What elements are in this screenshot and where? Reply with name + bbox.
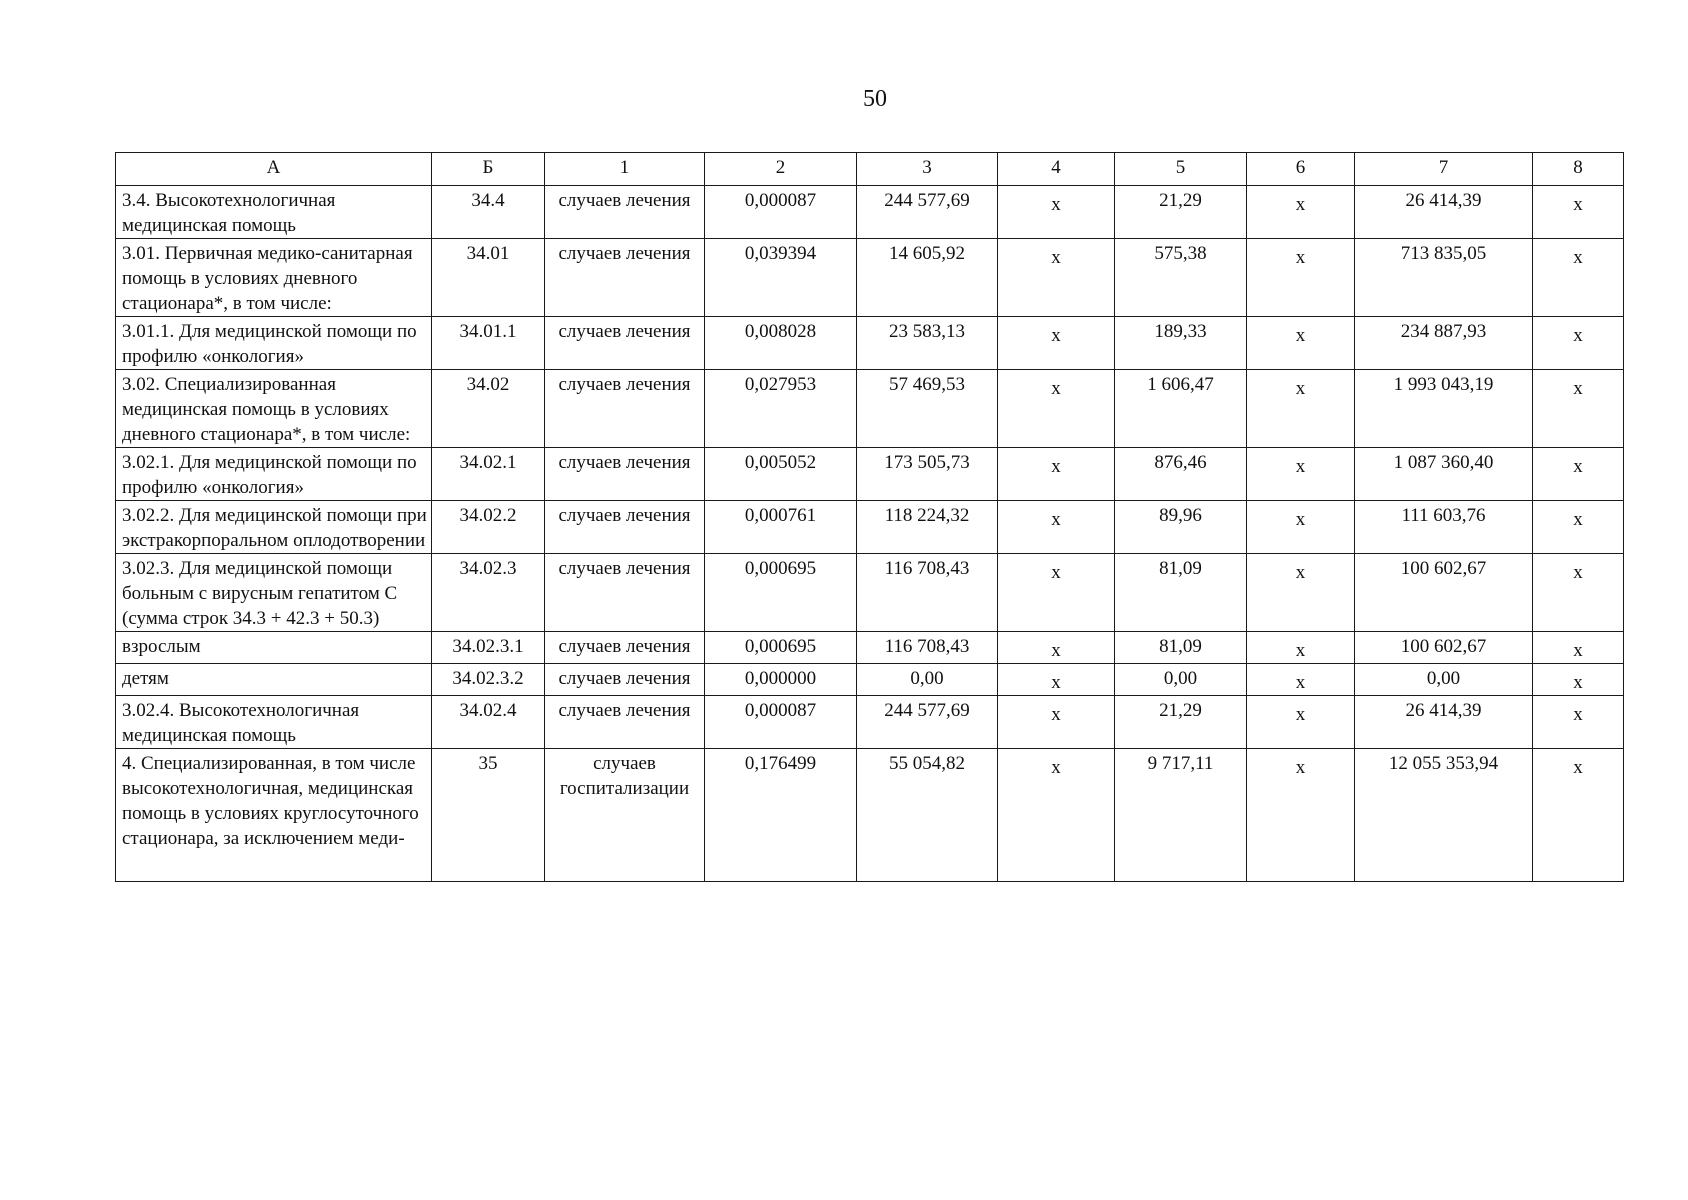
table-row: [116, 554, 1624, 632]
value-cell: х: [1533, 239, 1624, 317]
value-cell: х: [998, 664, 1115, 696]
header-cell: 5: [1115, 153, 1247, 186]
value-cell: х: [1533, 448, 1624, 501]
row-code-cell: 34.02.1: [432, 448, 545, 501]
value-cell: 57 469,53: [857, 370, 998, 448]
value-cell: х: [998, 749, 1115, 882]
table-row: [116, 448, 1624, 501]
header-cell: 2: [705, 153, 857, 186]
value-cell: 0,00: [1115, 664, 1247, 696]
header-cell: 7: [1355, 153, 1533, 186]
row-code-cell: 34.4: [432, 186, 545, 239]
value-cell: х: [998, 632, 1115, 664]
row-code-cell: 34.01: [432, 239, 545, 317]
value-cell: х: [1247, 501, 1355, 554]
unit-cell: случаев лечения: [545, 239, 705, 317]
value-cell: х: [1247, 554, 1355, 632]
value-cell: 0,000000: [705, 664, 857, 696]
value-cell: х: [998, 554, 1115, 632]
value-cell: х: [1247, 749, 1355, 882]
value-cell: 234 887,93: [1355, 317, 1533, 370]
value-cell: 0,176499: [705, 749, 857, 882]
row-label-cell: взрослым: [116, 632, 432, 664]
value-cell: 100 602,67: [1355, 632, 1533, 664]
value-cell: 0,000695: [705, 632, 857, 664]
value-cell: х: [1533, 317, 1624, 370]
value-cell: х: [1247, 664, 1355, 696]
header-cell: 1: [545, 153, 705, 186]
value-cell: 713 835,05: [1355, 239, 1533, 317]
value-cell: х: [998, 370, 1115, 448]
value-cell: 26 414,39: [1355, 186, 1533, 239]
value-cell: 116 708,43: [857, 632, 998, 664]
value-cell: х: [1533, 554, 1624, 632]
value-cell: 21,29: [1115, 186, 1247, 239]
value-cell: 0,008028: [705, 317, 857, 370]
value-cell: 55 054,82: [857, 749, 998, 882]
header-cell: 4: [998, 153, 1115, 186]
header-cell: 6: [1247, 153, 1355, 186]
value-cell: 876,46: [1115, 448, 1247, 501]
header-cell: Б: [432, 153, 545, 186]
value-cell: 1 993 043,19: [1355, 370, 1533, 448]
unit-cell: случаев лечения: [545, 448, 705, 501]
page-number: 50: [863, 86, 887, 112]
value-cell: 244 577,69: [857, 186, 998, 239]
row-label-cell: 3.02.4. Высокотехнологичная медицинская помощь: [116, 696, 432, 749]
data-table: [115, 152, 1624, 882]
row-code-cell: 34.02.3.2: [432, 664, 545, 696]
row-code-cell: 34.02: [432, 370, 545, 448]
value-cell: х: [1533, 501, 1624, 554]
unit-cell: случаев лечения: [545, 317, 705, 370]
value-cell: 0,039394: [705, 239, 857, 317]
value-cell: 111 603,76: [1355, 501, 1533, 554]
value-cell: 189,33: [1115, 317, 1247, 370]
value-cell: 14 605,92: [857, 239, 998, 317]
value-cell: 1 087 360,40: [1355, 448, 1533, 501]
table-row: [116, 501, 1624, 554]
row-label-cell: 3.01. Первичная медико-санитарная помощь в условиях дневного стационара*, в том числе:: [116, 239, 432, 317]
value-cell: 1 606,47: [1115, 370, 1247, 448]
value-cell: 118 224,32: [857, 501, 998, 554]
value-cell: 0,000087: [705, 186, 857, 239]
row-code-cell: 34.02.2: [432, 501, 545, 554]
value-cell: 116 708,43: [857, 554, 998, 632]
unit-cell: случаев лечения: [545, 554, 705, 632]
table-body: [116, 186, 1624, 882]
unit-cell: случаев госпитализации: [545, 749, 705, 882]
value-cell: 26 414,39: [1355, 696, 1533, 749]
value-cell: х: [1533, 186, 1624, 239]
value-cell: 173 505,73: [857, 448, 998, 501]
row-code-cell: 35: [432, 749, 545, 882]
table-row: [116, 186, 1624, 239]
header-row: [116, 153, 1624, 186]
value-cell: 81,09: [1115, 632, 1247, 664]
value-cell: х: [1533, 696, 1624, 749]
value-cell: 0,027953: [705, 370, 857, 448]
unit-cell: случаев лечения: [545, 370, 705, 448]
row-label-cell: 3.01.1. Для медицинской помощи по профилю «онкология»: [116, 317, 432, 370]
header-cell: 8: [1533, 153, 1624, 186]
table-row: [116, 749, 1624, 882]
row-code-cell: 34.02.3.1: [432, 632, 545, 664]
value-cell: 0,000761: [705, 501, 857, 554]
value-cell: х: [998, 239, 1115, 317]
value-cell: х: [1533, 664, 1624, 696]
row-label-cell: 3.4. Высокотехнологичная медицинская помощь: [116, 186, 432, 239]
table-row: [116, 370, 1624, 448]
value-cell: 12 055 353,94: [1355, 749, 1533, 882]
value-cell: х: [1247, 186, 1355, 239]
unit-cell: случаев лечения: [545, 632, 705, 664]
value-cell: х: [1247, 370, 1355, 448]
row-code-cell: 34.02.4: [432, 696, 545, 749]
value-cell: х: [1247, 632, 1355, 664]
row-label-cell: 3.02.3. Для медицинской помощи больным с вирусным гепатитом С (сумма строк 34.3 + 42.3 + 50.3): [116, 554, 432, 632]
value-cell: 21,29: [1115, 696, 1247, 749]
table-row: [116, 664, 1624, 696]
row-label-cell: 3.02.1. Для медицинской помощи по профилю «онкология»: [116, 448, 432, 501]
row-code-cell: 34.01.1: [432, 317, 545, 370]
row-label-cell: 4. Специализированная, в том числе высокотехнологичная, медицинская помощь в условиях круглосуточного стационара, за исключением меди-: [116, 749, 432, 882]
unit-cell: случаев лечения: [545, 696, 705, 749]
value-cell: х: [1247, 696, 1355, 749]
table-row: [116, 632, 1624, 664]
value-cell: х: [1533, 749, 1624, 882]
value-cell: 0,00: [857, 664, 998, 696]
value-cell: х: [998, 501, 1115, 554]
header-cell: А: [116, 153, 432, 186]
value-cell: х: [998, 696, 1115, 749]
unit-cell: случаев лечения: [545, 186, 705, 239]
value-cell: 9 717,11: [1115, 749, 1247, 882]
table-row: [116, 317, 1624, 370]
value-cell: 575,38: [1115, 239, 1247, 317]
value-cell: х: [998, 317, 1115, 370]
value-cell: х: [1247, 317, 1355, 370]
table-row: [116, 696, 1624, 749]
value-cell: 0,000087: [705, 696, 857, 749]
header-cell: 3: [857, 153, 998, 186]
value-cell: 0,005052: [705, 448, 857, 501]
row-label-cell: детям: [116, 664, 432, 696]
value-cell: 244 577,69: [857, 696, 998, 749]
value-cell: 89,96: [1115, 501, 1247, 554]
value-cell: х: [998, 448, 1115, 501]
value-cell: х: [1247, 448, 1355, 501]
unit-cell: случаев лечения: [545, 664, 705, 696]
unit-cell: случаев лечения: [545, 501, 705, 554]
table-row: [116, 239, 1624, 317]
value-cell: х: [1247, 239, 1355, 317]
value-cell: 0,00: [1355, 664, 1533, 696]
value-cell: 81,09: [1115, 554, 1247, 632]
row-label-cell: 3.02.2. Для медицинской помощи при экстракорпоральном оплодотворении: [116, 501, 432, 554]
value-cell: 23 583,13: [857, 317, 998, 370]
row-code-cell: 34.02.3: [432, 554, 545, 632]
value-cell: 0,000695: [705, 554, 857, 632]
value-cell: х: [1533, 370, 1624, 448]
row-label-cell: 3.02. Специализированная медицинская помощь в условиях дневного стационара*, в том числе:: [116, 370, 432, 448]
value-cell: х: [1533, 632, 1624, 664]
value-cell: 100 602,67: [1355, 554, 1533, 632]
value-cell: х: [998, 186, 1115, 239]
